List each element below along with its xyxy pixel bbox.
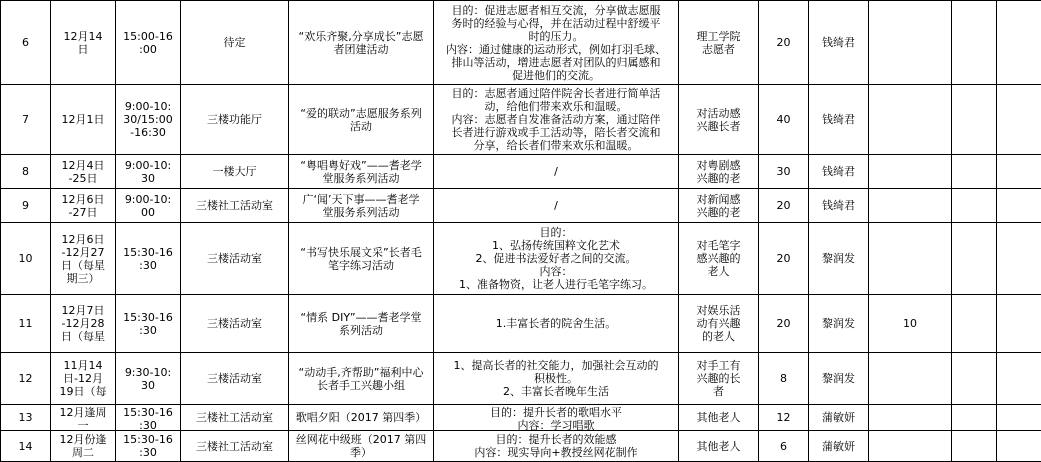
activity-name-cell xyxy=(289,295,434,353)
participant-count-cell xyxy=(759,405,809,431)
activity-name-cell-text: “欢乐齐聚,分享成长”志愿 者团建活动 xyxy=(291,30,431,56)
date-cell-text: 12月6日 -12月27 日（每星 期三） xyxy=(53,233,113,285)
table-row xyxy=(1,405,1041,431)
row-number-cell-text: 11 xyxy=(3,317,48,330)
target-group-cell-text: 其他老人 xyxy=(681,411,756,424)
row-number-cell-text: 6 xyxy=(3,36,48,49)
date-cell xyxy=(51,1,116,85)
date-cell xyxy=(51,295,116,353)
staff-cell xyxy=(809,295,869,353)
row-number-cell xyxy=(1,405,51,431)
date-cell xyxy=(51,85,116,155)
date-cell xyxy=(51,431,116,462)
venue-cell xyxy=(181,189,289,223)
target-group-cell-text: 对娱乐活 动有兴趣 的老人 xyxy=(681,304,756,343)
table-row xyxy=(1,155,1041,189)
row-number-cell xyxy=(1,295,51,353)
activity-name-cell-text: “情系 DIY”——耆老学堂 系列活动 xyxy=(291,311,431,337)
date-cell xyxy=(51,223,116,295)
time-cell-text: 9:00-10: 00 xyxy=(118,193,178,219)
participant-count-cell-text: 40 xyxy=(761,113,806,126)
participant-count-cell-text: 20 xyxy=(761,252,806,265)
activity-name-cell xyxy=(289,223,434,295)
target-group-cell-text: 对活动感 兴趣长者 xyxy=(681,107,756,133)
target-group-cell xyxy=(679,223,759,295)
content-cell-text: 目的：提升长者的效能感 内容：现实导向+教授丝网花制作 xyxy=(436,433,676,459)
blank-cell xyxy=(997,431,1041,462)
table-row xyxy=(1,353,1041,405)
time-cell-text: 9:30-10: 30 xyxy=(118,366,178,392)
blank-cell xyxy=(952,189,997,223)
row-number-cell xyxy=(1,155,51,189)
date-cell-text: 12月逢周 一 xyxy=(53,406,113,430)
time-cell xyxy=(116,353,181,405)
time-cell-text: 15:30-16 :30 xyxy=(118,311,178,337)
time-cell xyxy=(116,155,181,189)
target-group-cell xyxy=(679,189,759,223)
extra-cell xyxy=(869,295,952,353)
row-number-cell-text: 9 xyxy=(3,199,48,212)
blank-cell xyxy=(952,85,997,155)
participant-count-cell-text: 8 xyxy=(761,372,806,385)
participant-count-cell-text: 20 xyxy=(761,36,806,49)
content-cell xyxy=(434,85,679,155)
target-group-cell-text: 对毛笔字 感兴趣的 老人 xyxy=(681,239,756,278)
blank-cell xyxy=(997,353,1041,405)
time-cell-text: 9:00-10: 30/15:00 -16:30 xyxy=(118,100,178,139)
content-cell-text: / xyxy=(436,199,676,212)
blank-cell xyxy=(952,405,997,431)
activity-name-cell xyxy=(289,189,434,223)
activity-name-cell xyxy=(289,431,434,462)
blank-cell xyxy=(997,85,1041,155)
time-cell-text: 15:30-16 :30 xyxy=(118,433,178,459)
blank-cell xyxy=(952,155,997,189)
time-cell xyxy=(116,1,181,85)
time-cell-text: 15:30-16 :30 xyxy=(118,406,178,430)
date-cell xyxy=(51,155,116,189)
date-cell-text: 12月1日 xyxy=(53,113,113,126)
participant-count-cell-text: 20 xyxy=(761,199,806,212)
staff-cell-text: 黎润发 xyxy=(811,317,866,330)
staff-cell-text: 蒲敏妍 xyxy=(811,411,866,424)
venue-cell xyxy=(181,353,289,405)
activity-name-cell xyxy=(289,353,434,405)
table-row xyxy=(1,223,1041,295)
activity-name-cell-text: “书写快乐展文采”长者毛 笔字练习活动 xyxy=(291,246,431,272)
activity-name-cell-text: 歌唱夕阳（2017 第四季） xyxy=(291,411,431,424)
participant-count-cell xyxy=(759,431,809,462)
content-cell-text: 目的：提升长者的歌唱水平 内容：学习唱歌 xyxy=(436,406,676,430)
participant-count-cell xyxy=(759,189,809,223)
venue-cell-text: 待定 xyxy=(183,36,286,49)
blank-cell xyxy=(997,1,1041,85)
venue-cell xyxy=(181,85,289,155)
time-cell-text: 15:00-16 :00 xyxy=(118,30,178,56)
staff-cell-text: 钱绮君 xyxy=(811,165,866,178)
target-group-cell xyxy=(679,353,759,405)
target-group-cell-text: 对粤剧感 兴趣的老 xyxy=(681,159,756,185)
staff-cell xyxy=(809,431,869,462)
content-cell-text: 目的：志愿者通过陪伴院舍长者进行简单活 动，给他们带来欢乐和温暖。 内容：志愿者自发准备活动方案，通过陪伴 长者进行游戏或手工活动等，陪长者交流和 分享，给长者们带来欢乐和温暖。 xyxy=(436,87,676,152)
participant-count-cell-text: 6 xyxy=(761,440,806,453)
time-cell xyxy=(116,85,181,155)
activity-name-cell xyxy=(289,155,434,189)
staff-cell xyxy=(809,85,869,155)
activity-name-cell-text: “爱的联动”志愿服务系列 活动 xyxy=(291,107,431,133)
staff-cell-text: 钱绮君 xyxy=(811,199,866,212)
participant-count-cell xyxy=(759,85,809,155)
activity-name-cell-text: “粤唱粤好戏”——耆老学 堂服务系列活动 xyxy=(291,159,431,185)
staff-cell-text: 蒲敏妍 xyxy=(811,440,866,453)
row-number-cell-text: 7 xyxy=(3,113,48,126)
blank-cell xyxy=(997,295,1041,353)
participant-count-cell xyxy=(759,1,809,85)
participant-count-cell-text: 12 xyxy=(761,411,806,424)
venue-cell-text: 三楼社工活动室 xyxy=(183,411,286,424)
blank-cell xyxy=(997,155,1041,189)
blank-cell xyxy=(952,353,997,405)
participant-count-cell-text: 30 xyxy=(761,165,806,178)
venue-cell-text: 三楼活动室 xyxy=(183,252,286,265)
staff-cell xyxy=(809,189,869,223)
extra-cell xyxy=(869,431,952,462)
target-group-cell xyxy=(679,431,759,462)
date-cell xyxy=(51,405,116,431)
row-number-cell-text: 8 xyxy=(3,165,48,178)
content-cell-text: 目的：促进志愿者相互交流，分享做志愿服 务时的经验与心得，并在活动过程中舒缓平 时的压力。 内容：通过健康的运动形式，例如打羽毛球、 排山等活动，增进志愿者对团队的归属感和 促进他们的交流。 xyxy=(436,4,676,82)
time-cell xyxy=(116,431,181,462)
venue-cell xyxy=(181,431,289,462)
content-cell xyxy=(434,405,679,431)
date-cell-text: 12月14 日 xyxy=(53,30,113,56)
blank-cell xyxy=(997,189,1041,223)
venue-cell-text: 三楼活动室 xyxy=(183,372,286,385)
participant-count-cell xyxy=(759,295,809,353)
activity-name-cell xyxy=(289,405,434,431)
staff-cell xyxy=(809,155,869,189)
staff-cell xyxy=(809,405,869,431)
venue-cell-text: 三楼社工活动室 xyxy=(183,440,286,453)
venue-cell-text: 三楼活动室 xyxy=(183,317,286,330)
content-cell xyxy=(434,189,679,223)
date-cell-text: 12月7日 -12月28 日（每星 xyxy=(53,304,113,343)
target-group-cell xyxy=(679,295,759,353)
date-cell xyxy=(51,353,116,405)
content-cell-text: 1.丰富长者的院舍生活。 xyxy=(436,317,676,330)
staff-cell-text: 黎润发 xyxy=(811,252,866,265)
extra-cell-text: 10 xyxy=(871,317,949,330)
row-number-cell-text: 14 xyxy=(3,440,48,453)
date-cell-text: 11月14 日-12月 19日（每 xyxy=(53,359,113,398)
content-cell xyxy=(434,223,679,295)
extra-cell xyxy=(869,353,952,405)
activity-name-cell xyxy=(289,1,434,85)
content-cell-text: / xyxy=(436,165,676,178)
extra-cell xyxy=(869,85,952,155)
time-cell xyxy=(116,405,181,431)
row-number-cell xyxy=(1,353,51,405)
content-cell-text: 目的： 1、弘扬传统国粹文化艺术 2、促进书法爱好者之间的交流。 内容： 1、准备物资，让老人进行毛笔字练习。 xyxy=(436,226,676,291)
row-number-cell xyxy=(1,1,51,85)
target-group-cell-text: 理工学院 志愿者 xyxy=(681,30,756,56)
time-cell xyxy=(116,295,181,353)
staff-cell xyxy=(809,223,869,295)
row-number-cell xyxy=(1,85,51,155)
target-group-cell xyxy=(679,405,759,431)
staff-cell-text: 黎润发 xyxy=(811,372,866,385)
activity-name-cell-text: “动动手,齐帮助”福利中心 长者手工兴趣小组 xyxy=(291,366,431,392)
activity-name-cell xyxy=(289,85,434,155)
time-cell xyxy=(116,189,181,223)
row-number-cell-text: 10 xyxy=(3,252,48,265)
venue-cell-text: 一楼大厅 xyxy=(183,165,286,178)
content-cell-text: 1、提高长者的社交能力，加强社会互动的 积极性。 2、丰富长者晚年生活 xyxy=(436,359,676,398)
venue-cell xyxy=(181,295,289,353)
blank-cell xyxy=(997,223,1041,295)
staff-cell-text: 钱绮君 xyxy=(811,113,866,126)
extra-cell xyxy=(869,1,952,85)
table-row xyxy=(1,295,1041,353)
date-cell-text: 12月6日 -27日 xyxy=(53,193,113,219)
venue-cell xyxy=(181,405,289,431)
activity-name-cell-text: 丝网花中级班（2017 第四 季） xyxy=(291,433,431,459)
staff-cell xyxy=(809,1,869,85)
time-cell xyxy=(116,223,181,295)
target-group-cell-text: 其他老人 xyxy=(681,440,756,453)
blank-cell xyxy=(952,1,997,85)
staff-cell xyxy=(809,353,869,405)
staff-cell-text: 钱绮君 xyxy=(811,36,866,49)
row-number-cell xyxy=(1,223,51,295)
extra-cell xyxy=(869,189,952,223)
table-row xyxy=(1,85,1041,155)
target-group-cell xyxy=(679,155,759,189)
table-row xyxy=(1,431,1041,462)
blank-cell xyxy=(952,431,997,462)
venue-cell-text: 三楼社工活动室 xyxy=(183,199,286,212)
content-cell xyxy=(434,1,679,85)
blank-cell xyxy=(952,295,997,353)
extra-cell xyxy=(869,155,952,189)
time-cell-text: 15:30-16 :30 xyxy=(118,246,178,272)
date-cell xyxy=(51,189,116,223)
participant-count-cell xyxy=(759,223,809,295)
table-row xyxy=(1,1,1041,85)
extra-cell xyxy=(869,405,952,431)
blank-cell xyxy=(997,405,1041,431)
row-number-cell xyxy=(1,431,51,462)
venue-cell xyxy=(181,155,289,189)
content-cell xyxy=(434,155,679,189)
time-cell-text: 9:00-10: 30 xyxy=(118,159,178,185)
participant-count-cell xyxy=(759,353,809,405)
content-cell xyxy=(434,431,679,462)
venue-cell xyxy=(181,1,289,85)
participant-count-cell-text: 20 xyxy=(761,317,806,330)
date-cell-text: 12月份逢 周二 xyxy=(53,433,113,459)
row-number-cell xyxy=(1,189,51,223)
table-row xyxy=(1,189,1041,223)
content-cell xyxy=(434,295,679,353)
target-group-cell-text: 对手工有 兴趣的长 者 xyxy=(681,359,756,398)
target-group-cell xyxy=(679,85,759,155)
activity-name-cell-text: 广‘闻’天下事——耆老学 堂服务系列活动 xyxy=(291,193,431,219)
extra-cell xyxy=(869,223,952,295)
venue-cell xyxy=(181,223,289,295)
participant-count-cell xyxy=(759,155,809,189)
target-group-cell xyxy=(679,1,759,85)
row-number-cell-text: 13 xyxy=(3,411,48,424)
content-cell xyxy=(434,353,679,405)
target-group-cell-text: 对新闻感 兴趣的老 xyxy=(681,193,756,219)
blank-cell xyxy=(952,223,997,295)
venue-cell-text: 三楼功能厅 xyxy=(183,113,286,126)
row-number-cell-text: 12 xyxy=(3,372,48,385)
date-cell-text: 12月4日 -25日 xyxy=(53,159,113,185)
